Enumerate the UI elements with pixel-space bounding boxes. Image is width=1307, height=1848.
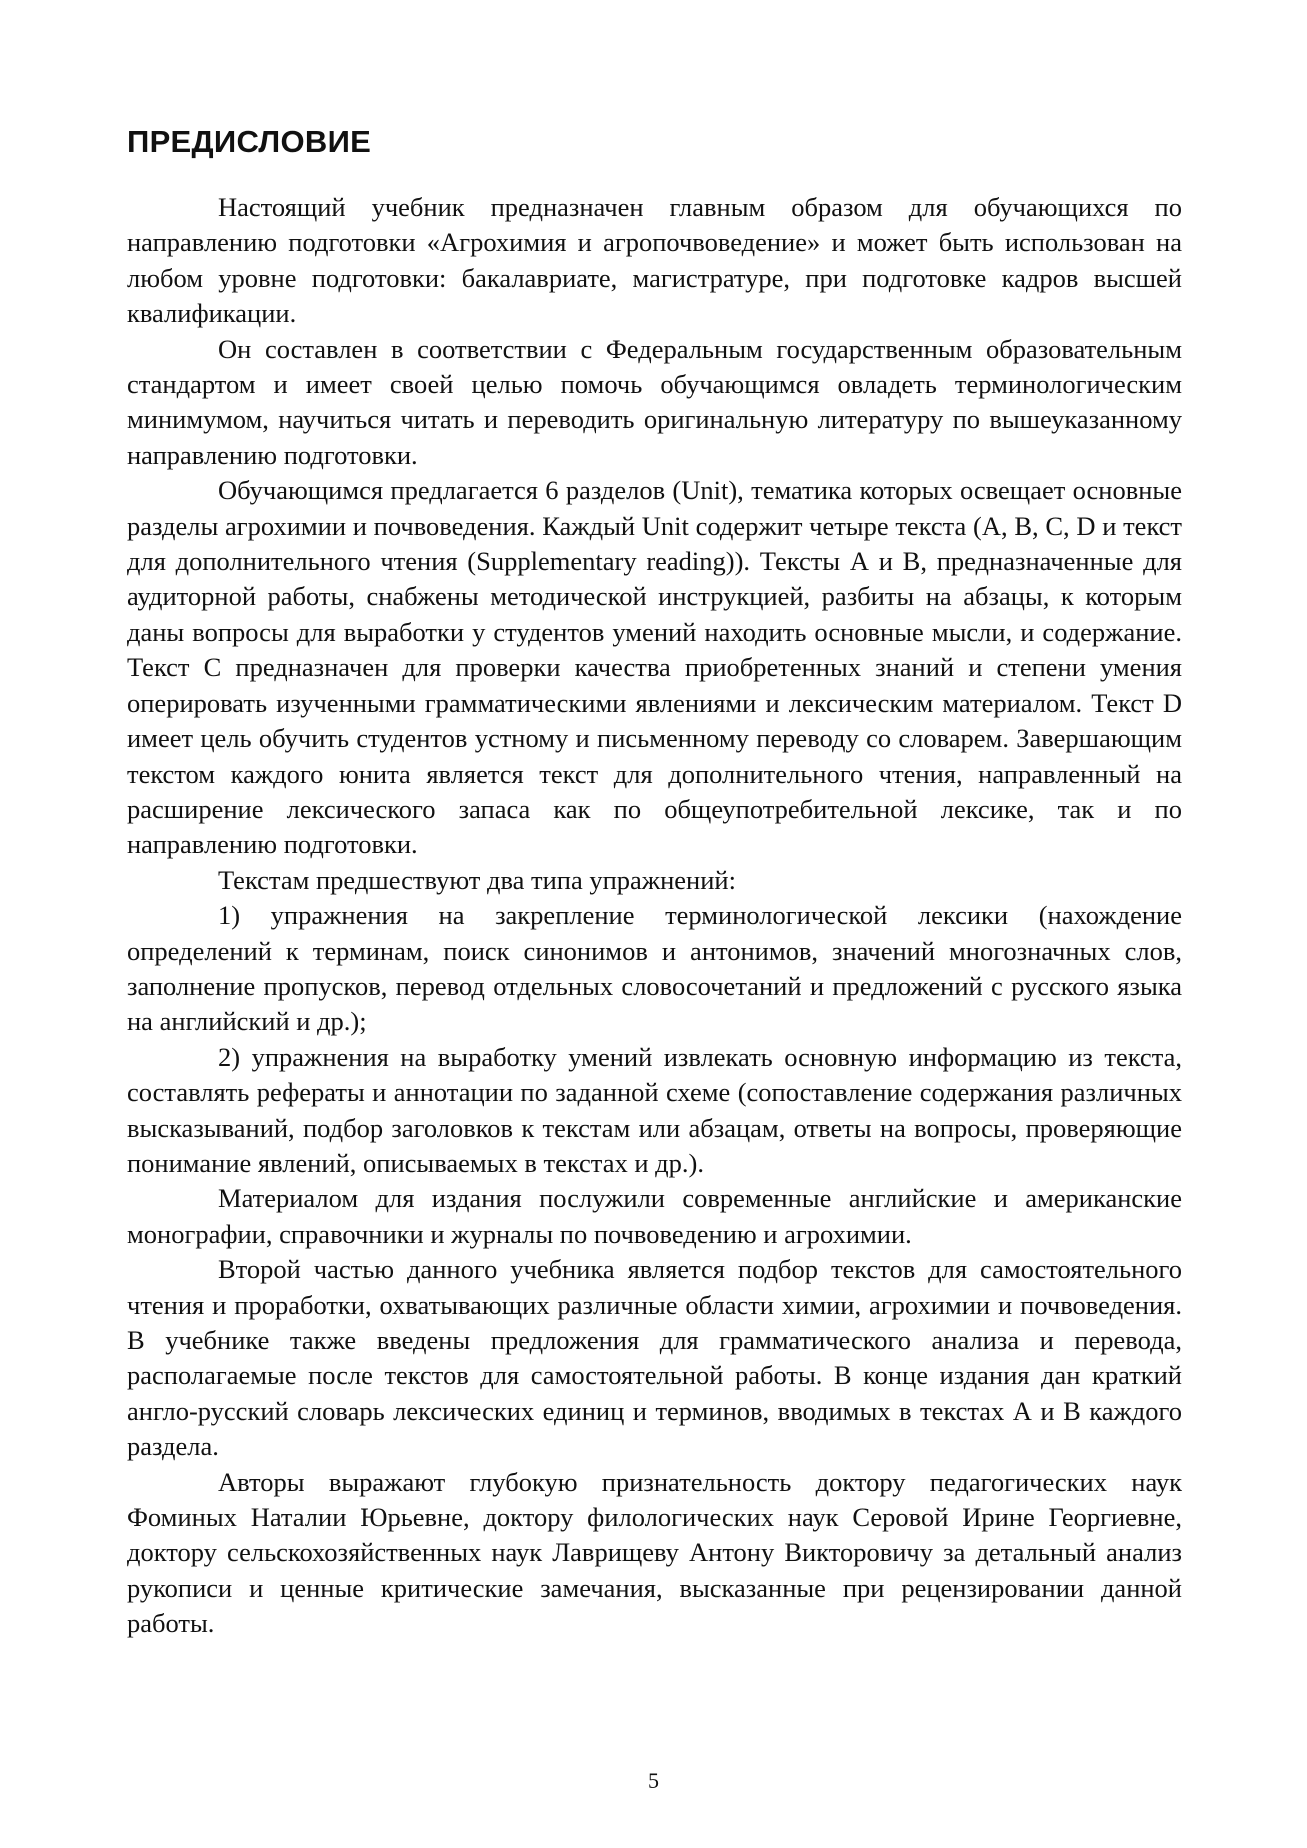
paragraph-purpose: Настоящий учебник предназначен главным образом для обучающихся по направлению подготовки «Агрохимия и агропочвоведение» и может быть использован на любом уровне подготовки: бакалавриате, магистратуре, при подготовке кадров высшей квалификации. — [127, 192, 1182, 329]
paragraph-units: Обучающимся предлагается 6 разделов (Unit), тематика которых освещает основные разделы агрохимии и почвоведения. Каждый Unit содержит четыре текста (A, B, C, D и текст для дополнительного чтения (Supplementary reading)). Тексты А и В, предназначенные для аудиторной работы, снабжены методической инструкцией, разбиты на абзацы, к которым даны вопросы для выработки у студентов умений находить основные мысли, и содержание. Текст С предназначен для проверки качества приобретенных знаний и степени умения оперировать изученными грамматическими явлениями и лексическим материалом. Текст D имеет цель обучить студентов устному и письменному переводу со словарем. Завершающим текстом каждого юнита является текст для дополнительного чтения, направленный на расширение лексического запаса как по общеупотребительной лексике, так и по направлению подготовки. — [127, 475, 1182, 860]
paragraph-standard: Он составлен в соответствии с Федеральным государственным образовательным стандартом и имеет своей целью помочь обучающимся овладеть терминологическим минимумом, научиться читать и переводить оригинальную литературу по вышеуказанному направлению подготовки. — [127, 333, 1182, 470]
body-text — [127, 190, 1182, 1642]
paragraph-second-part: Второй частью данного учебника является подбор текстов для самостоятельного чтения и проработки, охватывающих различные области химии, агрохимии и почвоведения. В учебнике также введены предложения для грамматического анализа и перевода, располагаемые после текстов для самостоятельной работы. В конце издания дан краткий англо-русский словарь лексических единиц и терминов, вводимых в текстах А и В каждого раздела. — [127, 1254, 1182, 1462]
paragraph-exercise-type-1: 1) упражнения на закрепление терминологической лексики (нахождение определений к терминам, поиск синонимов и антонимов, значений многозначных слов, заполнение пропусков, перевод отдельных словосочетаний и предложений с русского языка на английский и др.); — [127, 900, 1182, 1037]
paragraph-acknowledgements: Авторы выражают глубокую признательность доктору педагогических наук Фоминых Наталии Юрьевне, доктору филологических наук Серовой Ирине Георгиевне, доктору сельскохозяйственных наук Лаврищеву Антону Викторовичу за детальный анализ рукописи и ценные критические замечания, высказанные при рецензировании данной работы. — [127, 1466, 1182, 1639]
paragraph-exercises-intro: Текстам предшествуют два типа упражнений: — [218, 864, 736, 895]
page-title: ПРЕДИСЛОВИЕ — [127, 124, 372, 159]
paragraph-exercise-type-2: 2) упражнения на выработку умений извлекать основную информацию из текста, составлять рефераты и аннотации по заданной схеме (сопоставление содержания различных высказываний, подбор заголовков к текстам или абзацам, ответы на вопросы, проверяющие понимание явлений, описываемых в текстах и др.). — [127, 1041, 1182, 1178]
paragraph-materials: Материалом для издания послужили современные английские и американские монографии, справочники и журналы по почвоведению и агрохимии. — [127, 1183, 1182, 1249]
page-number: 5 — [648, 1768, 659, 1793]
